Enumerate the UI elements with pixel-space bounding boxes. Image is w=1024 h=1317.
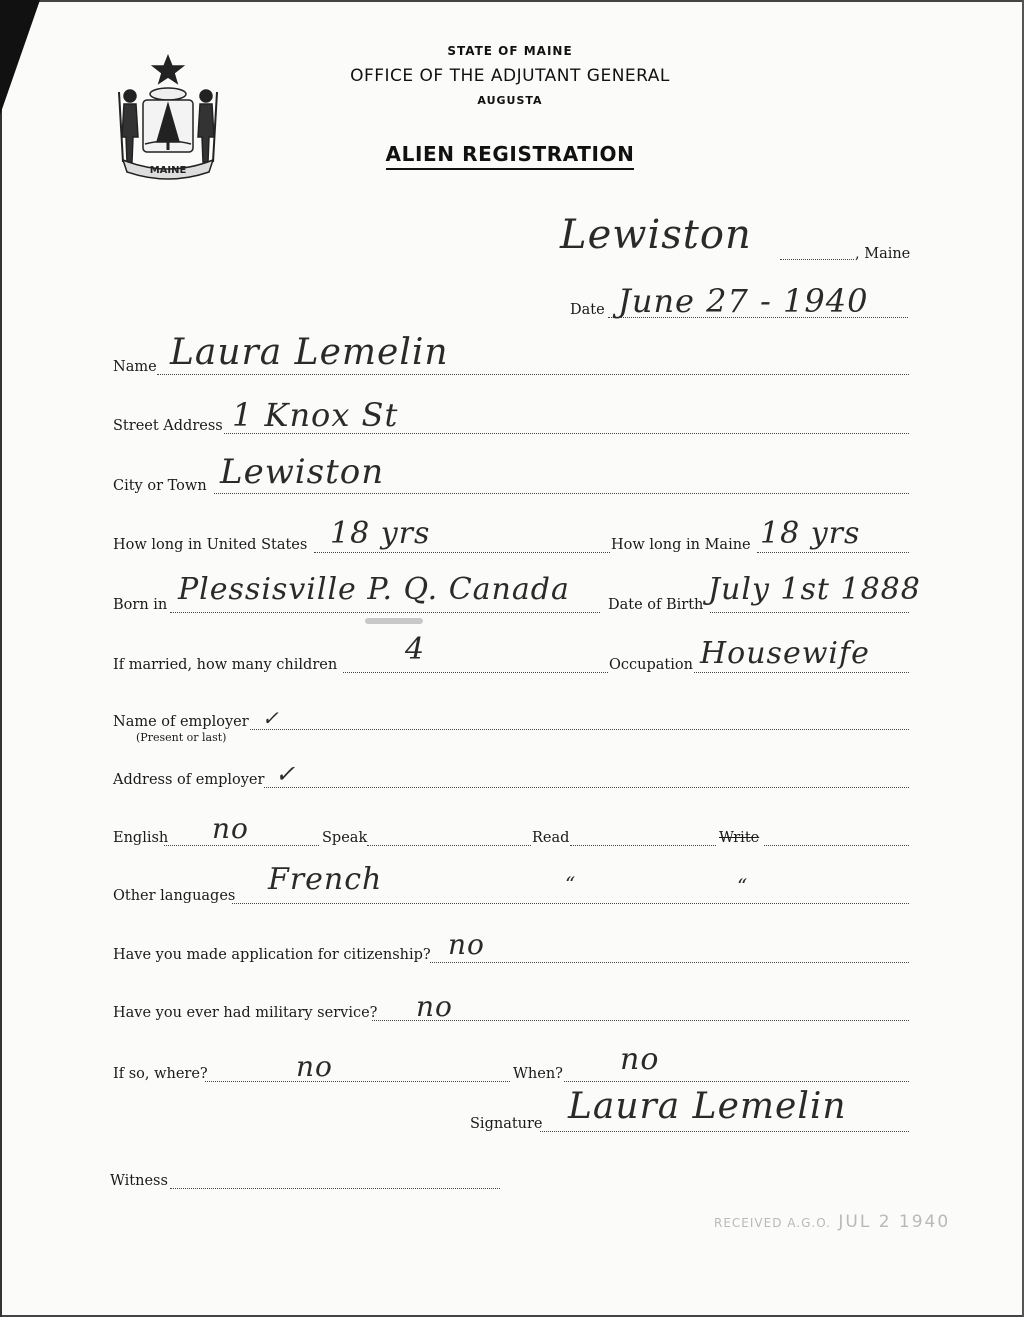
employer-address-label: Address of employer xyxy=(113,772,265,788)
born-in-value: Plessisville P. Q. Canada xyxy=(178,572,570,607)
witness-dots xyxy=(170,1188,500,1189)
employer-name-dots xyxy=(250,729,909,730)
ink-smear xyxy=(365,618,423,624)
read-dots xyxy=(570,845,716,846)
citizenship-dots xyxy=(430,962,909,963)
children-value: 4 xyxy=(405,632,426,667)
scan-border-left xyxy=(0,0,2,1317)
employer-name-value: ✓ xyxy=(262,706,280,730)
employer-name-label: Name of employer xyxy=(113,714,249,730)
children-dots xyxy=(343,672,608,673)
other-languages-label: Other languages xyxy=(113,888,236,904)
where-dots xyxy=(205,1081,510,1082)
other-languages-dots xyxy=(232,903,909,904)
other-languages-ditto-2: “ xyxy=(737,874,749,898)
office-heading: OFFICE OF THE ADJUTANT GENERAL xyxy=(350,66,670,86)
place-suffix: , Maine xyxy=(855,246,911,262)
other-languages-value: French xyxy=(268,862,383,897)
how-long-us-dots xyxy=(314,552,610,553)
place-dots xyxy=(780,259,854,260)
signature-value: Laura Lemelin xyxy=(568,1086,847,1127)
street-address-label: Street Address xyxy=(113,418,223,434)
date-of-birth-label: Date of Birth xyxy=(608,597,704,613)
read-label: Read xyxy=(532,830,570,846)
born-in-dots xyxy=(170,612,600,613)
name-label: Name xyxy=(113,359,157,375)
how-long-maine-dots xyxy=(757,552,909,553)
citizenship-label: Have you made application for citizenship? xyxy=(113,947,431,963)
name-value: Laura Lemelin xyxy=(170,332,449,373)
how-long-maine-value: 18 yrs xyxy=(760,516,861,551)
form-title xyxy=(260,142,760,166)
when-dots xyxy=(564,1081,909,1082)
place-value: Lewiston xyxy=(560,212,752,258)
city-heading: AUGUSTA xyxy=(477,94,543,107)
where-label: If so, where? xyxy=(113,1066,208,1082)
city-label: City or Town xyxy=(113,478,207,494)
date-label: Date xyxy=(570,302,605,318)
how-long-maine-label: How long in Maine xyxy=(611,537,751,553)
state-heading: STATE OF MAINE xyxy=(447,44,573,58)
english-label: English xyxy=(113,830,169,846)
seal-text: MAINE xyxy=(149,165,187,176)
speak-dots xyxy=(367,845,531,846)
occupation-dots xyxy=(694,672,909,673)
state-of-maine-seal-icon xyxy=(113,52,223,180)
where-value: no xyxy=(296,1050,333,1083)
received-stamp-text: RECEIVED A.G.O. xyxy=(714,1216,831,1230)
other-languages-ditto-1: “ xyxy=(565,872,577,896)
scan-border-top xyxy=(0,0,1024,2)
name-dots xyxy=(157,374,909,375)
born-in-label: Born in xyxy=(113,597,168,613)
citizenship-value: no xyxy=(448,928,485,961)
english-value: no xyxy=(212,812,249,845)
city-dots xyxy=(214,493,909,494)
when-label: When? xyxy=(513,1066,563,1082)
employer-address-value: ✓ xyxy=(275,760,297,788)
occupation-value: Housewife xyxy=(700,636,870,671)
scan-corner-shadow xyxy=(0,0,40,115)
children-label: If married, how many children xyxy=(113,657,338,673)
witness-label: Witness xyxy=(110,1173,168,1189)
speak-label: Speak xyxy=(322,830,368,846)
military-label: Have you ever had military service? xyxy=(113,1005,378,1021)
write-label: Write xyxy=(719,830,760,846)
employer-name-sublabel: (Present or last) xyxy=(136,731,227,744)
employer-address-dots xyxy=(264,787,909,788)
english-dots xyxy=(164,845,319,846)
date-of-birth-value: July 1st 1888 xyxy=(708,572,921,607)
when-value: no xyxy=(620,1042,660,1077)
street-address-value: 1 Knox St xyxy=(232,396,399,434)
signature-label: Signature xyxy=(470,1116,543,1132)
write-dots xyxy=(764,845,909,846)
received-stamp xyxy=(714,1212,950,1232)
how-long-us-label: How long in United States xyxy=(113,537,308,553)
date-value: June 27 - 1940 xyxy=(618,282,869,320)
how-long-us-value: 18 yrs xyxy=(330,516,431,551)
signature-dots xyxy=(540,1131,909,1132)
received-stamp-date: JUL 2 1940 xyxy=(838,1212,951,1232)
date-of-birth-dots xyxy=(710,612,909,613)
military-value: no xyxy=(416,990,453,1023)
form-title-text: ALIEN REGISTRATION xyxy=(386,142,635,170)
city-value: Lewiston xyxy=(220,452,385,492)
occupation-label: Occupation xyxy=(609,657,693,673)
